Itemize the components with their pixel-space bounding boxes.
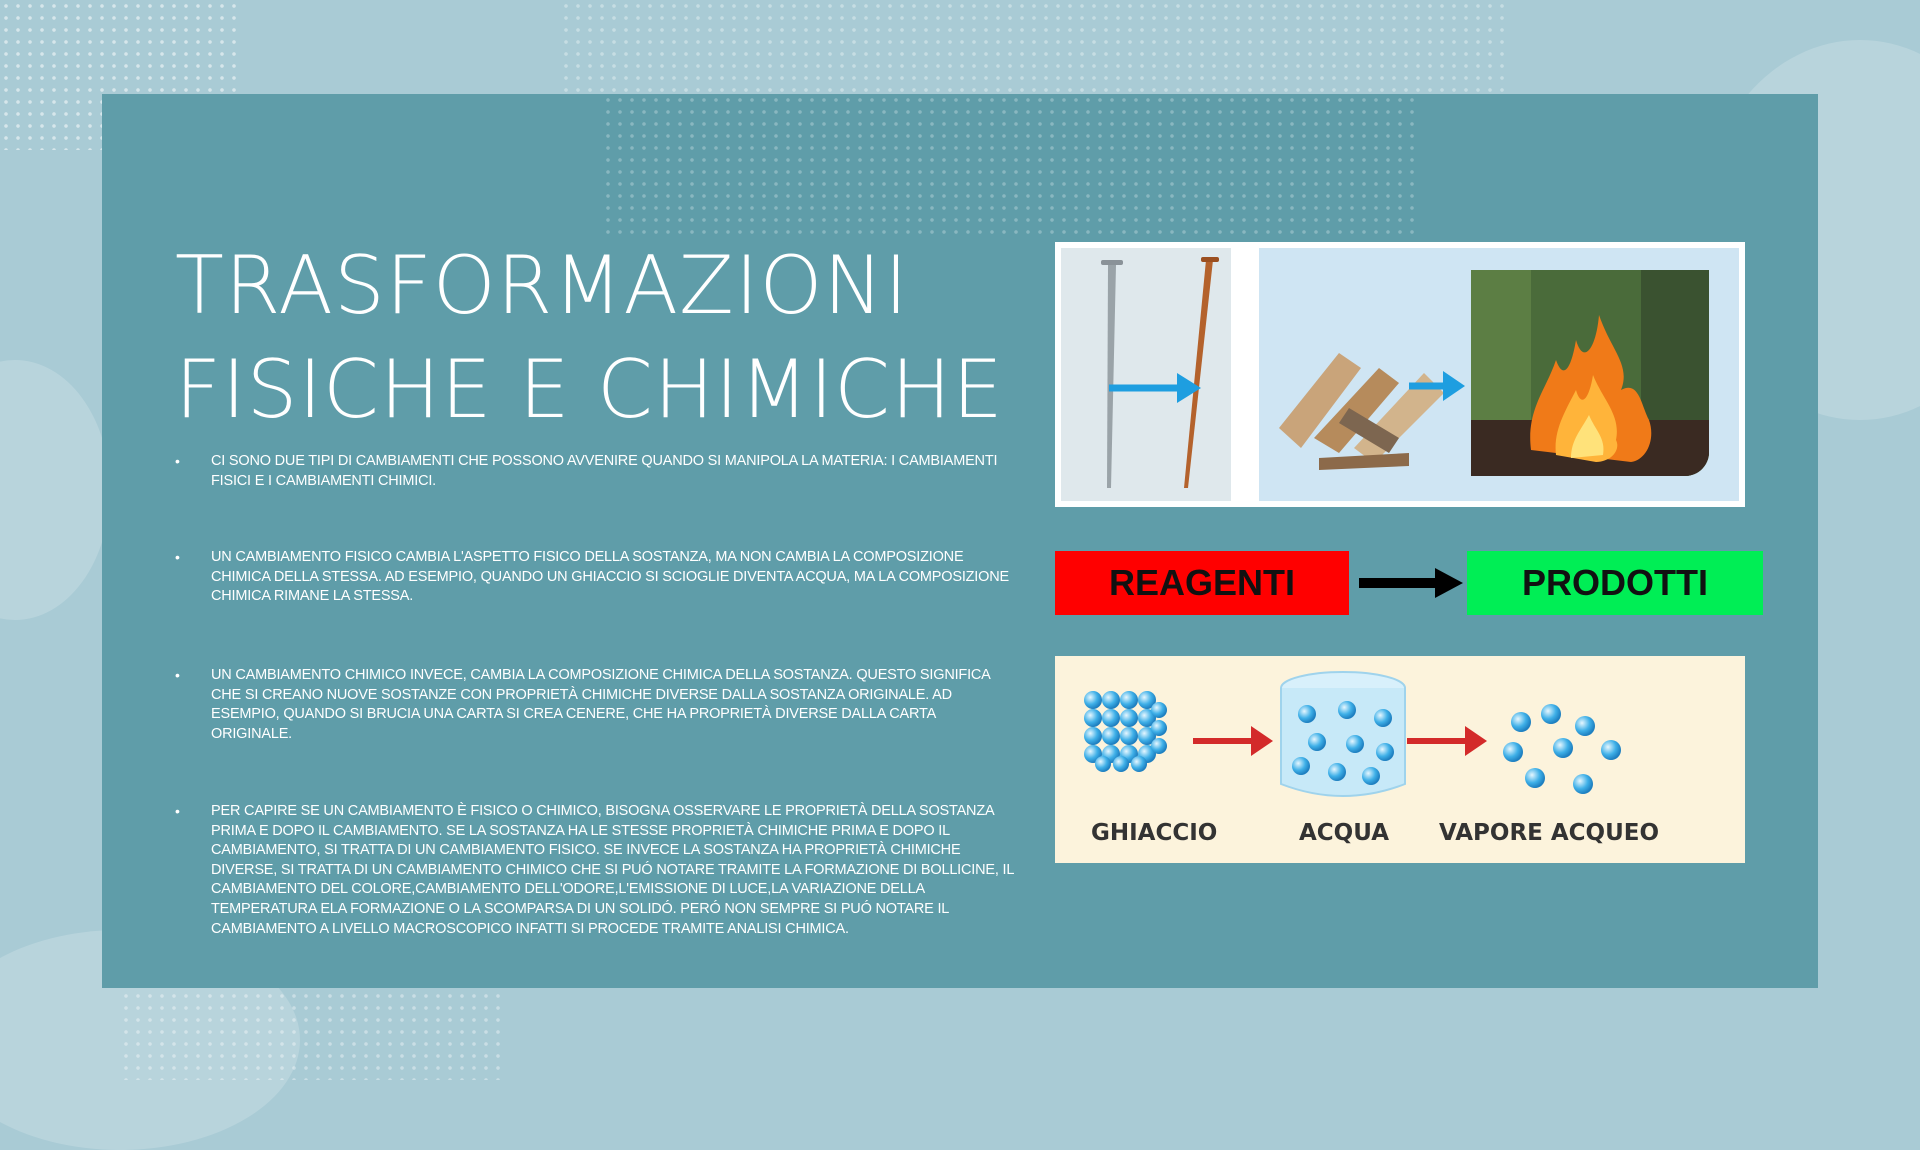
background-dots	[120, 990, 500, 1080]
vapor-molecules-icon	[1503, 704, 1621, 794]
bullet-item: • UN CAMBIAMENTO CHIMICO INVECE, CAMBIA LA COMPOSIZIONE CHIMICA DELLA SOSTANZA. QUESTO SIGNIFICA CHE SI CREANO NUOVE SOSTANZE CON PROPRIETÀ CHIMICHE DIVERSE DALLA SOSTANZA ORIGINALE. AD ESEMPIO, QUANDO SI BRUCIA UNA CARTA SI CREA CENERE, CHE HA PROPRIETÀ DIVERSE DALLA CARTA ORIGINALE.	[175, 666, 1015, 744]
bullet-item: • CI SONO DUE TIPI DI CAMBIAMENTI CHE POSSONO AVVENIRE QUANDO SI MANIPOLA LA MATERIA: I CAMBIAMENTI FISICI E I CAMBIAMENTI CHIMICI.	[175, 452, 1015, 491]
ice-lattice-icon	[1084, 691, 1167, 772]
title-line-1: TRASFORMAZIONI	[175, 239, 909, 332]
label-acqua: ACQUA	[1299, 820, 1390, 846]
slide-panel	[102, 94, 1818, 988]
wood-logs	[1279, 353, 1444, 470]
nail-rust-image	[1061, 248, 1231, 501]
reaction-arrow-icon	[1359, 566, 1463, 600]
prodotti-label: PRODOTTI	[1467, 551, 1763, 615]
bullet-item: • PER CAPIRE SE UN CAMBIAMENTO È FISICO O CHIMICO, BISOGNA OSSERVARE LE PROPRIETÀ DELLA SOSTANZA PRIMA E DOPO IL CAMBIAMENTO. SE LA SOSTANZA HA LE STESSE PROPRIETÀ CHIMICHE PRIMA E DOPO IL CAMBIAMENTO, SI TRATTA DI UN CAMBIAMENTO FISICO. SE INVECE LA SOSTANZA HA PROPRIETÀ CHIMICHE DIVERSE, SI TRATTA DI UN CAMBIAMENTO CHIMICO CHE SI PUÓ NOTARE TRAMITE LA FORMAZIONE DI BOLLICINE, IL CAMBIAMENTO DEL COLORE,CAMBIAMENTO DELL'ODORE,L'EMISSIONE DI LUCE,LA VARIAZIONE DELLA TEMPERATURA ELA FORMAZIONE O LA SCOMPARSA DI UN SOLIDÓ. PERÓ NON SEMPRE SI PUÓ NOTARE IL CAMBIAMENTO A LIVELLO MACROSCOPICO INFATTI SI PROCEDE TRAMITE ANALISI CHIMICA.	[175, 802, 1015, 939]
fire-photo	[1471, 270, 1709, 476]
bullet-item: • UN CAMBIAMENTO FISICO CAMBIA L'ASPETTO FISICO DELLA SOSTANZA, MA NON CAMBIA LA COMPOSIZIONE CHIMICA DELLA STESSA. AD ESEMPIO, QUANDO UN GHIACCIO SI SCIOGLIE DIVENTA ACQUA, MA LA COMPOSIZIONE CHIMICA RIMANE LA STESSA.	[175, 548, 1015, 607]
label-vapore-acqueo: VAPORE ACQUEO	[1439, 820, 1660, 846]
water-states-panel	[1055, 656, 1745, 863]
transformation-image-panel	[1055, 242, 1745, 507]
title-line-2: FISICHE E CHIMICHE	[175, 343, 1004, 436]
label-ghiaccio: GHIACCIO	[1091, 820, 1218, 846]
background-blob	[0, 360, 110, 620]
water-beaker-icon	[1281, 672, 1405, 796]
slide-dots	[602, 94, 1422, 234]
wood-fire-image	[1259, 248, 1739, 501]
slide-title	[175, 234, 1075, 442]
reagenti-label: REAGENTI	[1055, 551, 1349, 615]
